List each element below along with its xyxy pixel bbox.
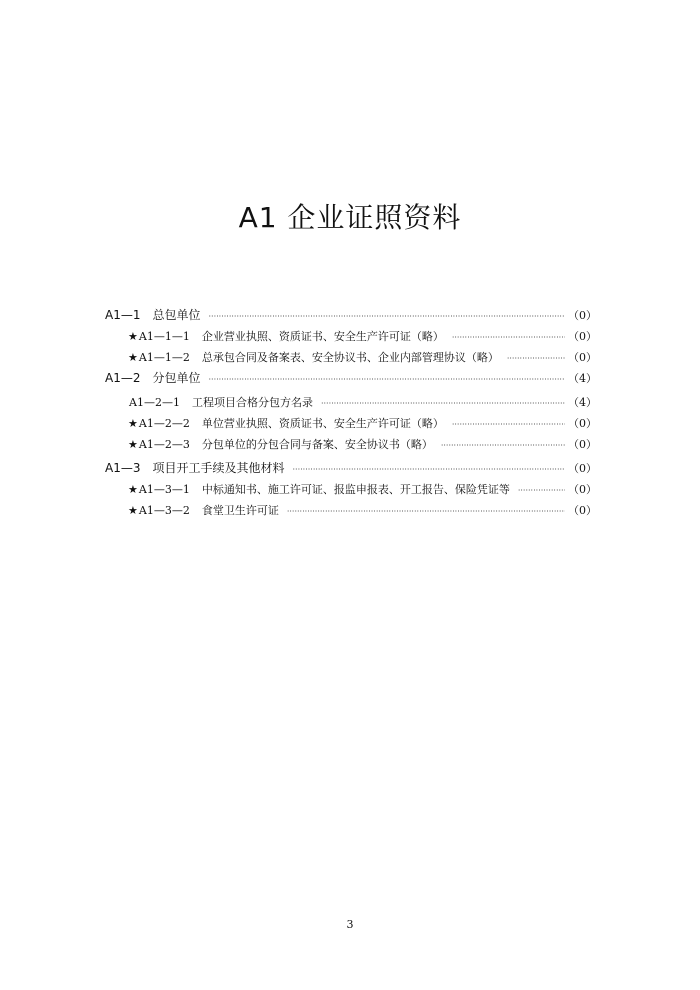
toc-item-number: A1—1—2 <box>138 351 190 364</box>
toc-section-2[interactable] <box>105 368 597 389</box>
toc-item-label: 总承包合同及备案表、安全协议书、企业内部管理协议（略） <box>201 351 499 364</box>
toc-item-number: A1—2—3 <box>138 438 190 451</box>
toc-page-ref: （0） <box>568 330 597 343</box>
toc-item-number: A1—3—2 <box>138 504 190 517</box>
toc-leader-dots <box>452 414 565 435</box>
star-icon: ★ <box>128 351 138 364</box>
toc-leader-dots <box>452 327 565 348</box>
toc-page-ref: （0） <box>568 417 597 430</box>
toc-page-ref: （0） <box>568 309 597 322</box>
page-number: 3 <box>346 918 354 931</box>
toc-item-number: A1—3—1 <box>138 483 190 496</box>
toc-item-a1-2-2[interactable] <box>105 413 597 434</box>
toc-section-label: 项目开工手续及其他材料 <box>152 461 285 475</box>
star-icon: ★ <box>128 438 138 451</box>
toc-item-label: 食堂卫生许可证 <box>201 504 279 517</box>
toc-leader-dots <box>441 435 565 456</box>
toc-section-1[interactable] <box>105 305 597 326</box>
toc-leader-dots <box>518 480 565 501</box>
toc-item-label: 中标通知书、施工许可证、报监申报表、开工报告、保险凭证等 <box>201 483 510 496</box>
toc-item-a1-3-2[interactable] <box>105 500 597 521</box>
toc-item-label: 工程项目合格分包方名录 <box>191 396 313 409</box>
toc-leader-dots <box>209 306 566 327</box>
star-icon: ★ <box>128 504 138 517</box>
toc-item-number: A1—1—1 <box>138 330 190 343</box>
toc-item-label: 企业营业执照、资质证书、安全生产许可证（略） <box>201 330 444 343</box>
toc-item-number: A1—2—2 <box>138 417 190 430</box>
toc-page-ref: （0） <box>568 483 597 496</box>
toc-item-a1-1-1[interactable] <box>105 326 597 347</box>
toc-section-label: 分包单位 <box>152 371 201 385</box>
star-icon: ★ <box>128 483 138 496</box>
toc-item-a1-2-3[interactable] <box>105 434 597 455</box>
toc-leader-dots <box>507 348 565 369</box>
toc-leader-dots <box>287 501 565 522</box>
toc-item-a1-3-1[interactable] <box>105 479 597 500</box>
toc-page-ref: （0） <box>568 351 597 364</box>
toc-section-3[interactable] <box>105 458 597 479</box>
toc-item-a1-2-1[interactable] <box>105 392 597 413</box>
toc-section-number: A1—2 <box>105 371 141 385</box>
toc-leader-dots <box>293 459 566 480</box>
toc-leader-dots <box>209 369 566 390</box>
toc-leader-dots <box>321 393 565 414</box>
toc-item-label: 分包单位的分包合同与备案、安全协议书（略） <box>201 438 433 451</box>
star-icon: ★ <box>128 330 138 343</box>
toc-item-a1-1-2[interactable] <box>105 347 597 368</box>
toc-page-ref: （4） <box>568 372 597 385</box>
table-of-contents <box>105 305 597 521</box>
star-icon: ★ <box>128 417 138 430</box>
toc-item-label: 单位营业执照、资质证书、安全生产许可证（略） <box>201 417 444 430</box>
toc-section-number: A1—3 <box>105 461 141 475</box>
toc-page-ref: （0） <box>568 438 597 451</box>
toc-item-number: A1—2—1 <box>129 396 180 409</box>
toc-section-number: A1—1 <box>105 308 141 322</box>
toc-page-ref: （4） <box>568 396 597 409</box>
toc-section-label: 总包单位 <box>152 308 201 322</box>
toc-page-ref: （0） <box>568 504 597 517</box>
toc-page-ref: （0） <box>568 462 597 475</box>
page-title: A1 企业证照资料 <box>238 201 462 234</box>
